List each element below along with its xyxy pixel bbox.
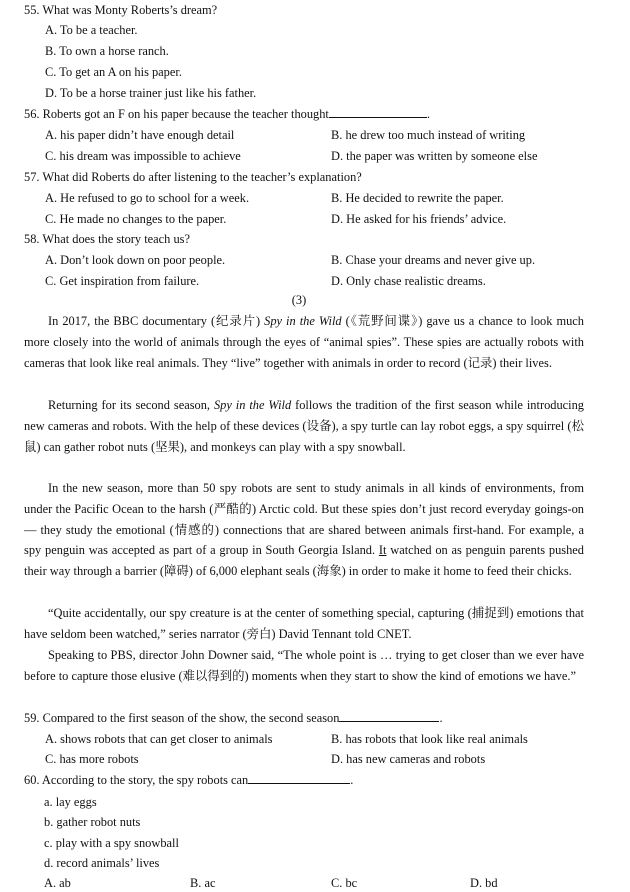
question-55-option-a[interactable]: A. To be a teacher. bbox=[45, 23, 138, 37]
question-59-stem bbox=[24, 708, 608, 728]
question-58-option-d[interactable]: D. Only chase realistic dreams. bbox=[331, 274, 486, 288]
question-56-stem bbox=[24, 104, 608, 124]
question-59-option-d[interactable]: D. has new cameras and robots bbox=[331, 752, 486, 766]
question-60-option-a[interactable]: A. ab bbox=[44, 876, 71, 890]
question-57-stem: 57. What did Roberts do after listening to the teacher’s explanation? bbox=[24, 170, 362, 184]
question-55-option-d[interactable]: D. To be a horse trainer just like his father. bbox=[45, 86, 257, 100]
question-60-stem-text: 60. According to the story, the spy robots can bbox=[24, 773, 249, 787]
question-59-stem-text: 59. Compared to the first season of the show, the second season bbox=[24, 711, 340, 725]
passage-number: (3) bbox=[291, 293, 307, 307]
question-56-option-a[interactable]: A. his paper didn’t have enough detail bbox=[45, 128, 235, 142]
passage-paragraph-4: “Quite accidentally, our spy creature is at the center of something special, capturing (捕捉到) emotions that have seldom been watched,” series narrator (旁白) David Tennant told CNET. bbox=[24, 606, 584, 641]
question-58-option-b[interactable]: B. Chase your dreams and never give up. bbox=[331, 253, 536, 267]
passage-paragraph-2 bbox=[24, 395, 584, 457]
passage-paragraph-5: Speaking to PBS, director John Downer said, “The whole point is … trying to get closer than we ever have before to capture those elusive (难以得到的) moments when they start to show the kind of emotions we have.” bbox=[24, 648, 584, 683]
question-60-stem-end: . bbox=[350, 773, 354, 787]
question-56-option-c[interactable]: C. his dream was impossible to achieve bbox=[45, 149, 241, 163]
question-60-option-c[interactable]: C. bc bbox=[331, 876, 358, 890]
question-55-option-c[interactable]: C. To get an A on his paper. bbox=[45, 65, 182, 79]
question-56-option-d[interactable]: D. the paper was written by someone else bbox=[331, 149, 538, 163]
question-59-option-c[interactable]: C. has more robots bbox=[45, 752, 139, 766]
question-60-item-c: c. play with a spy snowball bbox=[44, 836, 179, 850]
underlined-pronoun: It bbox=[378, 543, 387, 558]
question-60-stem bbox=[24, 770, 608, 790]
question-57-option-c[interactable]: C. He made no changes to the paper. bbox=[45, 212, 227, 226]
question-58-option-c[interactable]: C. Get inspiration from failure. bbox=[45, 274, 200, 288]
question-56-stem-text: 56. Roberts got an F on his paper because the teacher thought bbox=[24, 107, 329, 121]
p3-text-end: watched on as penguin parents pushed their way through a barrier (障碍) of 6,000 elephant seals (海象) in order to make it home to feed their chicks. bbox=[24, 543, 584, 579]
p2-text-end: follows the tradition of the first season while introducing new cameras and robots. With the help of these devices (设备), a spy turtle can lay robot eggs, a spy squirrel (松鼠) can gather robot nuts (坚果), and monkeys can play with a spy snowball. bbox=[24, 398, 584, 454]
answer-blank[interactable] bbox=[339, 708, 439, 722]
question-60-item-b: b. gather robot nuts bbox=[44, 815, 141, 829]
passage-paragraph-3 bbox=[24, 478, 584, 582]
question-58-stem: 58. What does the story teach us? bbox=[24, 232, 190, 246]
p3-text-start: In the new season, more than 50 spy robots are sent to study animals in all kinds of environments, from under the Pacific Ocean to the harsh (严酷的) Arctic cold. But these spies don’t just record everyday goings-on — they study the emotional (情感的) connections that are shared between animals first-hand. For example, a spy penguin was accepted as part of a group in South Georgia Island. bbox=[24, 481, 584, 558]
question-57-option-b[interactable]: B. He decided to rewrite the paper. bbox=[331, 191, 504, 205]
p2-text-start: Returning for its second season, bbox=[48, 398, 214, 412]
question-60-option-b[interactable]: B. ac bbox=[190, 876, 216, 890]
p1-text-start: In 2017, the BBC documentary (纪录片) bbox=[48, 314, 265, 328]
answer-blank[interactable] bbox=[329, 104, 427, 118]
question-60-item-d: d. record animals’ lives bbox=[44, 856, 160, 870]
question-55-option-b[interactable]: B. To own a horse ranch. bbox=[45, 44, 169, 58]
show-title: Spy in the Wild bbox=[264, 314, 342, 328]
question-55-stem: 55. What was Monty Roberts’s dream? bbox=[24, 3, 218, 17]
passage-paragraph-1 bbox=[24, 311, 584, 373]
question-56-option-b[interactable]: B. he drew too much instead of writing bbox=[331, 128, 526, 142]
question-57-option-d[interactable]: D. He asked for his friends’ advice. bbox=[331, 212, 507, 226]
question-60-option-d[interactable]: D. bd bbox=[470, 876, 498, 890]
question-60-item-a: a. lay eggs bbox=[44, 795, 97, 809]
question-59-option-a[interactable]: A. shows robots that can get closer to animals bbox=[45, 732, 273, 746]
question-57-option-a[interactable]: A. He refused to go to school for a week. bbox=[45, 191, 250, 205]
question-58-option-a[interactable]: A. Don’t look down on poor people. bbox=[45, 253, 226, 267]
question-59-stem-end: . bbox=[439, 711, 443, 725]
question-59-option-b[interactable]: B. has robots that look like real animals bbox=[331, 732, 528, 746]
question-56-stem-end: . bbox=[426, 107, 430, 121]
p1-text-end: (《荒野间谍》) gave us a chance to look much more closely into the world of animals through the eyes of “animal spies”. These spies are actually robots with cameras that look like real animals. They “live” together with animals in order to record (记录) their lives. bbox=[24, 314, 584, 370]
show-title: Spy in the Wild bbox=[213, 398, 292, 412]
answer-blank[interactable] bbox=[248, 770, 350, 784]
